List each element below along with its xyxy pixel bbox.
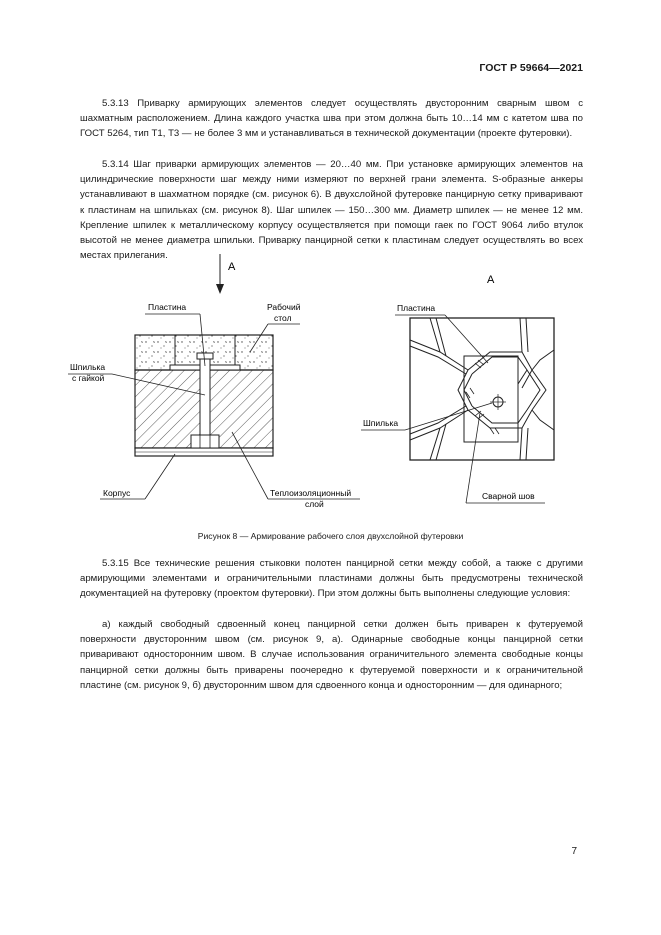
label-plate-right: Пластина [397, 303, 436, 313]
figure-caption: Рисунок 8 — Армирование рабочего слоя двухслойной футеровки [197, 531, 464, 541]
label-insulation-1: Теплоизоляционный [270, 488, 352, 498]
view-label-a: А [487, 274, 495, 286]
view-arrow-a [216, 254, 236, 294]
label-work-layer-1: Рабочий [267, 302, 301, 312]
label-work-layer-2: стол [274, 313, 292, 323]
paragraph-5-3-14: 5.3.14 Шаг приварки армирующих элементов — 20…40 мм. При установке армирующих элементов на цилиндрические поверхности шаг между ними измеряют по верхней грани элемента. S-образные анкеры устанавливают в шахматном порядке (см. рисунок 6). В двухслойной футеровке панцирную сетку приваривают к пластинам на шпильках (см. рисунок 8). Шаг шпилек — 150…300 мм. Диаметр шпилек — не менее 12 мм. Крепление шпилек к металлическому корпусу осуществляется при помощи гаек по ГОСТ 9064 либо втулок высотой не менее диаметра шпильки. Приварку панцирной сетки к пластинам следует осуществлять во всех местах прилегания. [80, 159, 583, 262]
label-insulation-2: слой [305, 499, 324, 509]
label-plate-left: Пластина [148, 302, 187, 312]
arrow-label-a: А [228, 261, 236, 273]
label-weld: Сварной шов [482, 491, 535, 501]
document-standard-header: ГОСТ Р 59664—2021 [479, 62, 583, 74]
label-stud-1: Шпилька [70, 362, 106, 372]
label-stud-2: с гайкой [72, 373, 105, 383]
paragraph-5-3-15: 5.3.15 Все технические решения стыковки полотен панцирной сетки между собой, а также с другими армирующими элементами и ограничительными пластинами должны быть предусмотрены технической документацией на футеровку (проектом футеровки). При этом должны быть выполнены следующие условия: [80, 558, 583, 600]
paragraph-5-3-15-a: а) каждый свободный сдвоенный конец панцирной сетки должен быть приварен к футеруемой поверхности двусторонним швом (см. рисунок 9, а). Одинарные свободные концы панцирной сетки приваривают односторонним швом. В случае использования ограничительного элемента свободные концы панцирной сетки должны быть приварены поочередно к футеруемой поверхности и к ограничительной пластине (см. рисунок 9, б) двусторонним швом для сдвоенного конца и односторонним — для одинарного; [80, 619, 583, 691]
paragraph-5-3-13: 5.3.13 Приварку армирующих элементов следует осуществлять двусторонним сварным швом с шахматным расположением. Длина каждого участка шва при этом должна быть 10…14 мм с катетом шва по ГОСТ 5264, тип Т1, Т3 — не более 3 мм и устанавливаться в технической документации (проекте футеровки). [80, 98, 583, 140]
view-a-drawing [410, 274, 554, 460]
label-stud-right: Шпилька [363, 418, 399, 428]
page-number: 7 [571, 846, 577, 857]
label-body: Корпус [103, 488, 131, 498]
